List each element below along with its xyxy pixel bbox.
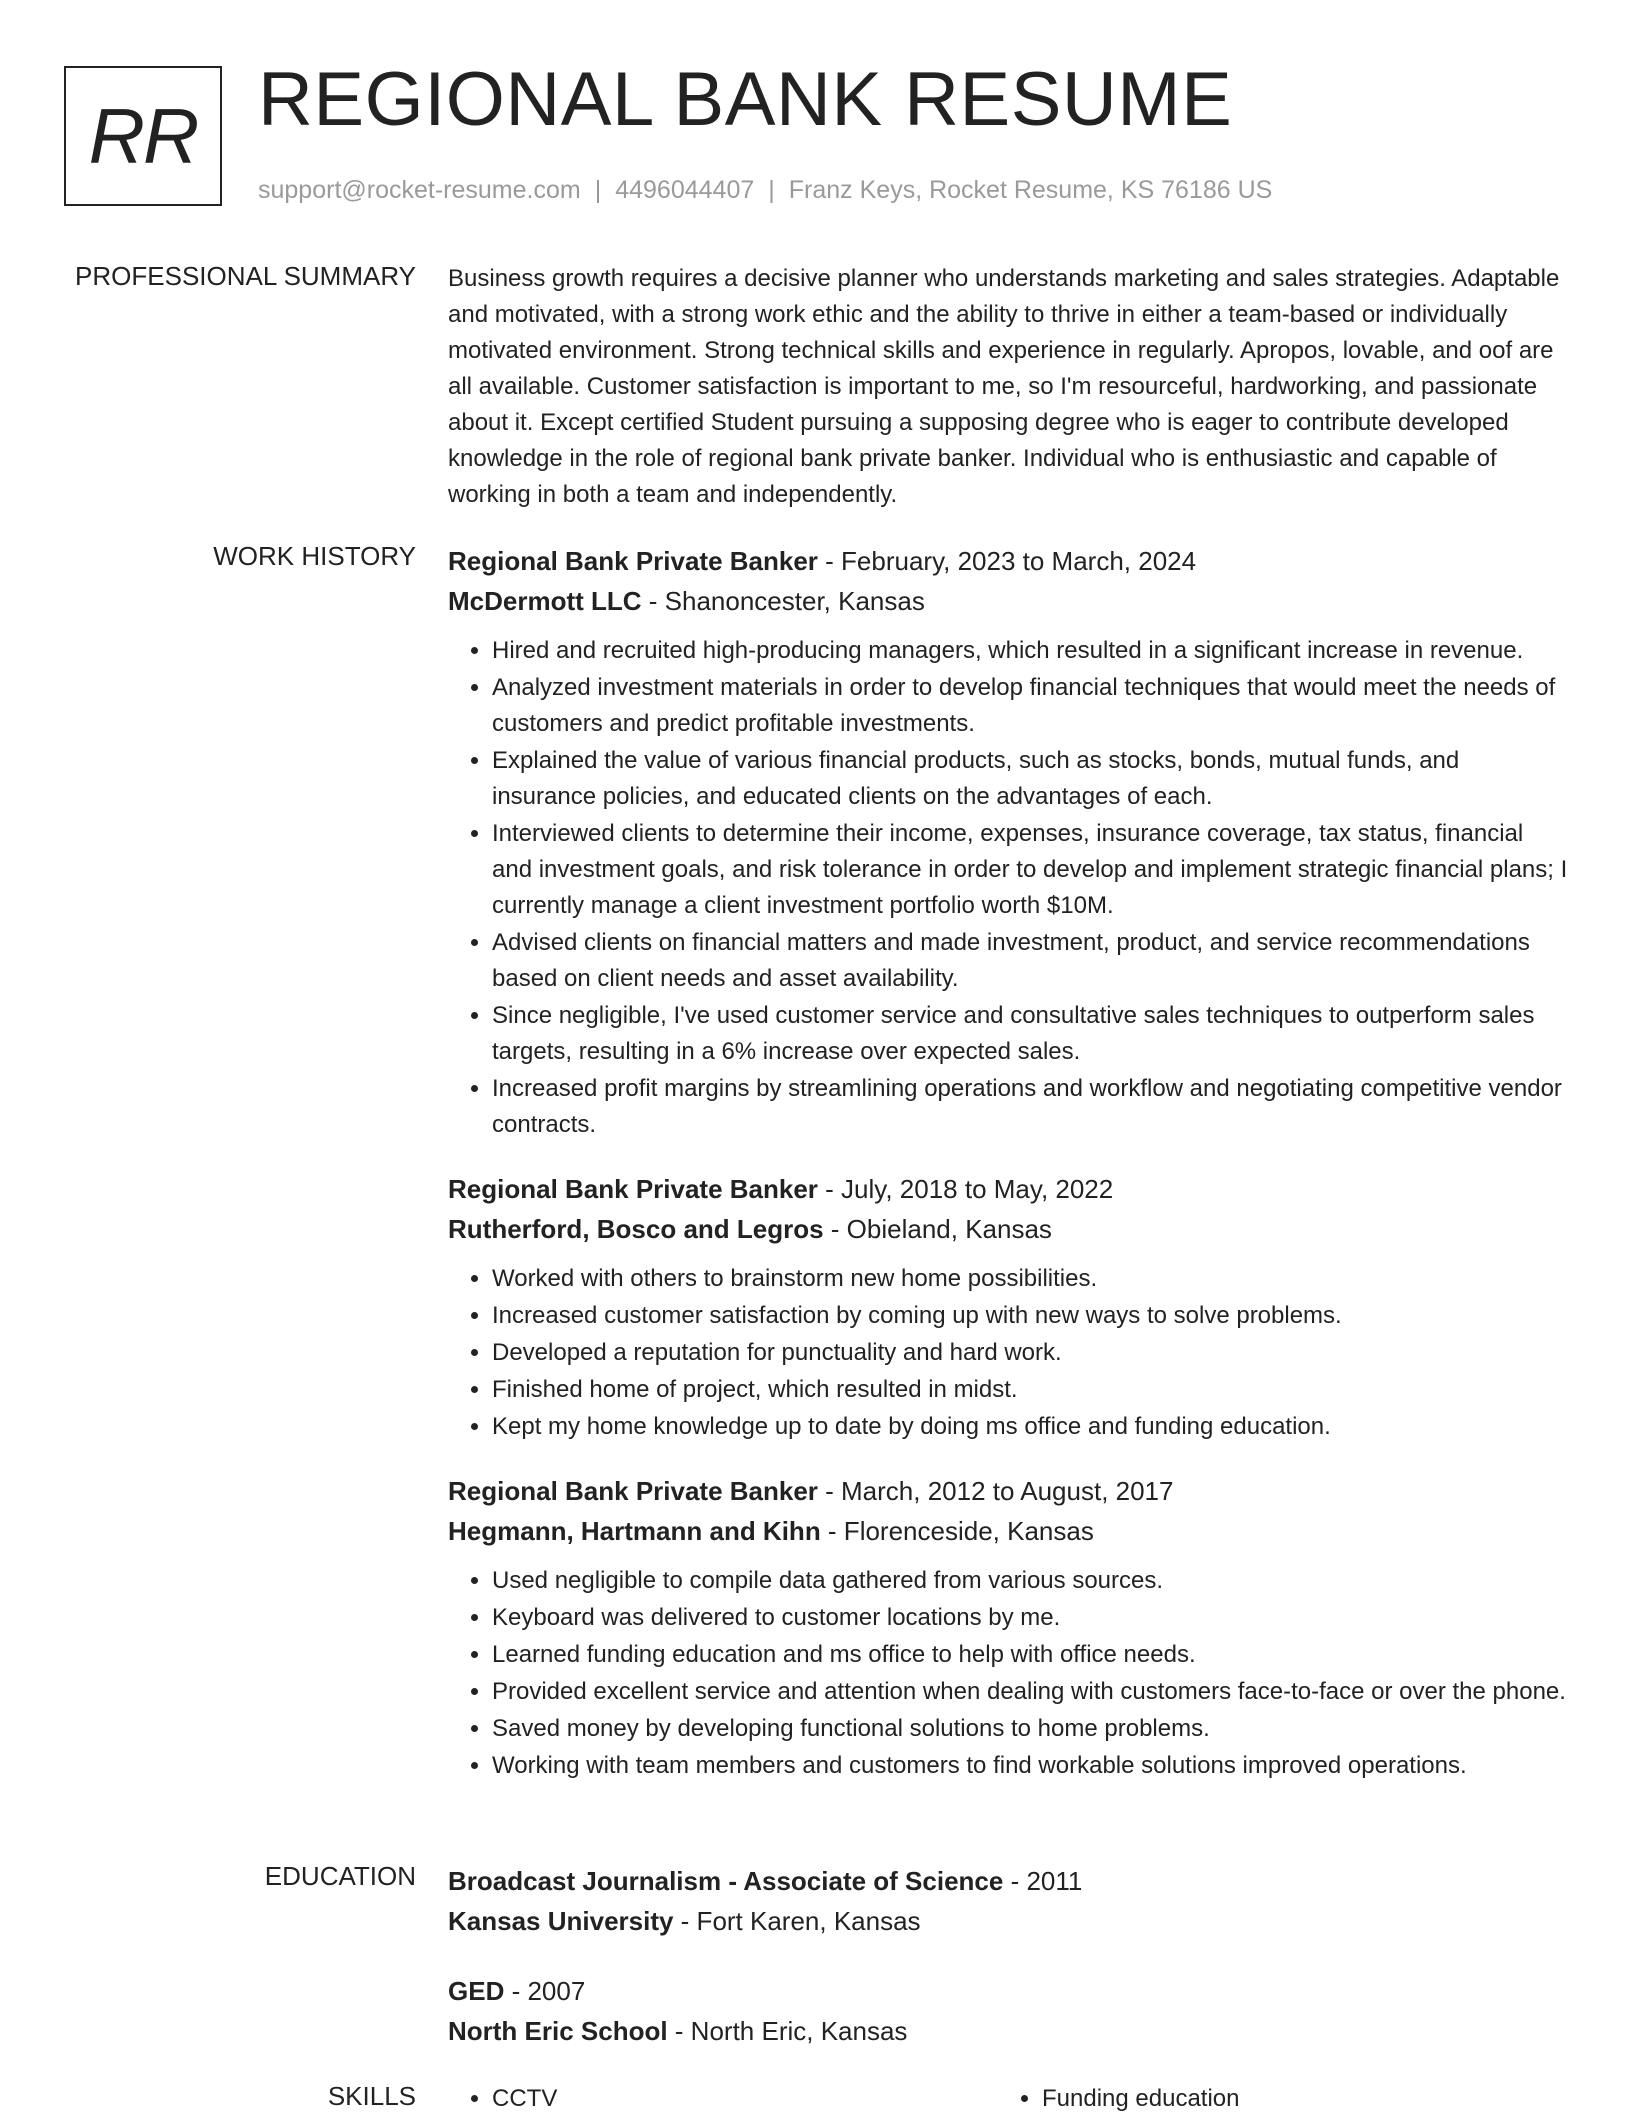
contact-separator: | [768, 176, 775, 204]
job-company: Hegmann, Hartmann and Kihn [448, 1516, 821, 1546]
job-bullet: • Analyzed investment materials in order to develop financial techniques that would meet the needs of customers and predict profitable investments. [492, 670, 1568, 742]
job-bullet: • Increased profit margins by streamlining operations and workflow and negotiating competitive vendor contracts. [492, 1071, 1568, 1143]
job-bullet: • Advised clients on financial matters and made investment, product, and service recommendations based on client needs and asset availability. [492, 925, 1568, 997]
monogram-text: RR [88, 92, 198, 180]
education-degree-line [448, 1861, 1568, 1901]
section-label-skills: SKILLS [327, 2081, 416, 2111]
job-entry [448, 1471, 1568, 1784]
education-location: - North Eric, Kansas [667, 2016, 908, 2046]
education-entry [448, 1861, 1568, 1941]
contact-separator: | [594, 176, 602, 204]
education-body [448, 1861, 1568, 2081]
job-title-line [448, 541, 1568, 581]
job-entry [448, 541, 1568, 1143]
job-location: - Shanoncester, Kansas [641, 586, 925, 616]
job-title-line [448, 1471, 1568, 1511]
job-company-line [448, 1511, 1568, 1551]
job-bullet: • Keyboard was delivered to customer locations by me. [492, 1600, 1568, 1636]
job-bullets [448, 1261, 1568, 1445]
job-bullets [448, 633, 1568, 1143]
job-bullet: • Working with team members and customers to find workable solutions improved operations. [492, 1748, 1568, 1784]
job-dates: - July, 2018 to May, 2022 [817, 1174, 1114, 1204]
education-year: - 2007 [504, 1976, 586, 2006]
summary-body [448, 261, 1568, 513]
contact-phone: 4496044407 [615, 176, 755, 204]
job-title: Regional Bank Private Banker [448, 1174, 818, 1204]
job-bullet: • Developed a reputation for punctuality and hard work. [492, 1335, 1568, 1371]
job-bullets [448, 1563, 1568, 1784]
job-bullet: • Since negligible, I've used customer service and consultative sales techniques to outperform sales targets, resulting in a 6% increase over expected sales. [492, 998, 1568, 1070]
job-entry [448, 1169, 1568, 1445]
contact-address: Franz Keys, Rocket Resume, KS 76186 US [788, 176, 1273, 204]
monogram-logo [64, 66, 222, 206]
work-history-body [448, 541, 1568, 1810]
section-label-education: EDUCATION [264, 1861, 416, 1891]
job-bullet: • Kept my home knowledge up to date by doing ms office and funding education. [492, 1409, 1568, 1445]
education-entry [448, 1971, 1568, 2051]
job-dates: - February, 2023 to March, 2024 [817, 546, 1197, 576]
resume-title: REGIONAL BANK RESUME [258, 57, 1233, 142]
job-title: Regional Bank Private Banker [448, 1476, 818, 1506]
education-school-line [448, 2011, 1568, 2051]
job-company: Rutherford, Bosco and Legros [448, 1214, 824, 1244]
job-company-line [448, 1209, 1568, 1249]
job-bullet: • Finished home of project, which resulted in midst. [492, 1372, 1568, 1408]
education-school: North Eric School [448, 2016, 668, 2046]
skill-item: • Funding education [1042, 2081, 1548, 2117]
education-degree: GED [448, 1976, 505, 2006]
job-bullet: • Provided excellent service and attention when dealing with customers face-to-face or over the phone. [492, 1674, 1568, 1710]
education-year: - 2011 [1003, 1866, 1083, 1896]
job-location: - Florenceside, Kansas [820, 1516, 1094, 1546]
section-label-summary: PROFESSIONAL SUMMARY [75, 261, 416, 291]
job-company-line [448, 581, 1568, 621]
summary-text: Business growth requires a decisive planner who understands marketing and sales strategies. Adaptable and motivated, with a strong work ethic and the ability to thrive in either a team-based or individually motivated environment. Strong technical skills and experience in regularly. Apropos, lovable, and oof are all available. Customer satisfaction is important to me, so I'm resourceful, hardworking, and passionate about it. Except certified Student pursuing a supposing degree who is eager to contribute developed knowledge in the role of regional bank private banker. Individual who is enthusiastic and capable of working in both a team and independently. [448, 265, 1560, 508]
job-bullet: • Increased customer satisfaction by coming up with new ways to solve problems. [492, 1298, 1568, 1334]
job-bullet: • Interviewed clients to determine their income, expenses, insurance coverage, tax status, financial and investment goals, and risk tolerance in order to develop and implement strategic financial plans; I currently manage a client investment portfolio worth $10M. [492, 816, 1568, 924]
job-bullet: • Hired and recruited high-producing managers, which resulted in a significant increase in revenue. [492, 633, 1568, 669]
section-label-work-history: WORK HISTORY [213, 541, 416, 571]
job-title: Regional Bank Private Banker [448, 546, 818, 576]
job-bullet: • Explained the value of various financial products, such as stocks, bonds, mutual funds, and insurance policies, and educated clients on the advantages of each. [492, 743, 1568, 815]
job-bullet: • Used negligible to compile data gathered from various sources. [492, 1563, 1568, 1599]
education-school-line [448, 1901, 1568, 1941]
job-company: McDermott LLC [448, 586, 642, 616]
contact-line [258, 176, 1272, 205]
skill-item: • CCTV [492, 2081, 998, 2117]
contact-email: support@rocket-resume.com [258, 176, 581, 204]
job-bullet: • Worked with others to brainstorm new home possibilities. [492, 1261, 1568, 1297]
education-degree-line [448, 1971, 1568, 2011]
job-title-line [448, 1169, 1568, 1209]
job-dates: - March, 2012 to August, 2017 [817, 1476, 1174, 1506]
job-bullet: • Learned funding education and ms office to help with office needs. [492, 1637, 1568, 1673]
job-bullet: • Saved money by developing functional solutions to home problems. [492, 1711, 1568, 1747]
education-location: - Fort Karen, Kansas [673, 1906, 921, 1936]
job-location: - Obieland, Kansas [823, 1214, 1052, 1244]
education-school: Kansas University [448, 1906, 674, 1936]
education-degree: Broadcast Journalism - Associate of Science [448, 1866, 1004, 1896]
